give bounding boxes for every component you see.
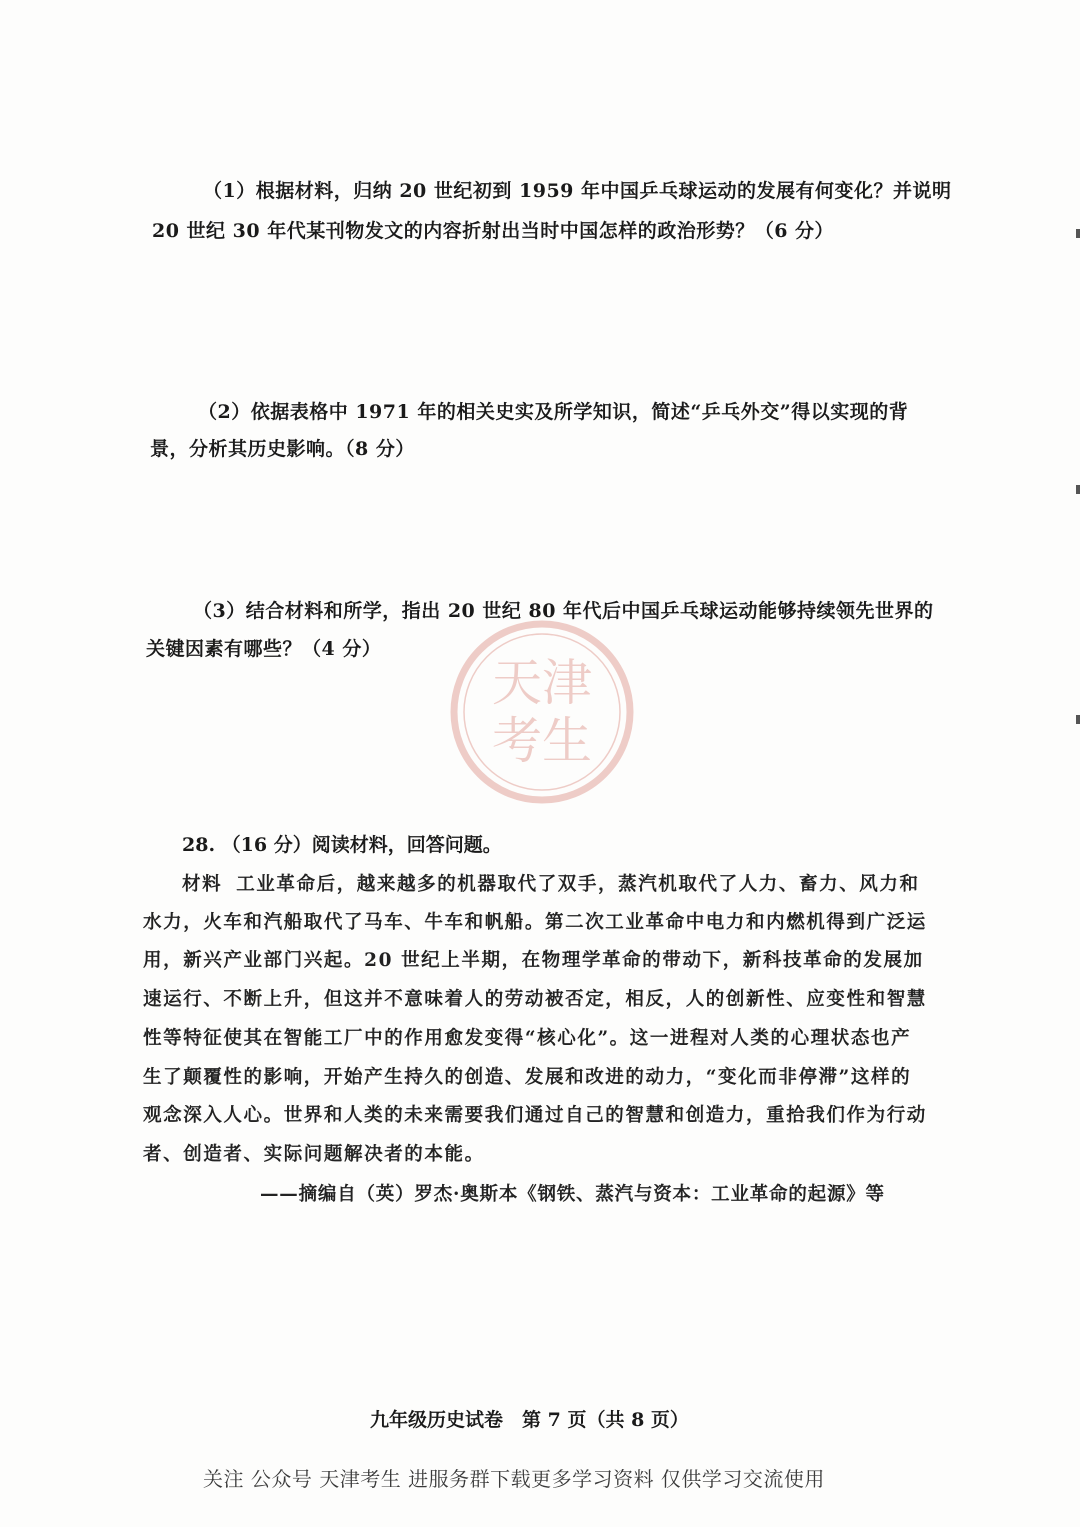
material-line-5: 性等特征使其在智能工厂中的作用愈发变得“核心化”。这一进程对人类的心理状态也产 <box>143 1028 912 1049</box>
question-3-line-1: （3）结合材料和所学，指出 20 世纪 80 年代后中国乒乓球运动能够持续领先世界的 <box>193 600 934 622</box>
watermark-line-1: 天津 <box>492 654 592 712</box>
distribution-notice: 关注 公众号 天津考生 进服务群下载更多学习资料 仅供学习交流使用 <box>203 1467 825 1491</box>
material-line-6: 生了颠覆性的影响，开始产生持久的创造、发展和改进的动力，“变化而非停滞”这样的 <box>143 1067 912 1088</box>
material-line-2: 水力，火车和汽船取代了马车、牛车和帆船。第二次工业革命中电力和内燃机得到广泛运 <box>143 912 927 933</box>
material-text: 工业革命后，越来越多的机器取代了双手，蒸汽机取代了人力、畜力、风力和 <box>236 874 920 895</box>
question-1-line-1: （1）根据材料，归纳 20 世纪初到 1959 年中国乒乓球运动的发展有何变化？并说明 <box>203 180 952 202</box>
scan-edge-mark <box>1076 485 1080 494</box>
question-2-line-2: 景，分析其历史影响。（8 分） <box>150 438 415 460</box>
scan-edge-mark <box>1076 715 1080 724</box>
material-line-7: 观念深入人心。世界和人类的未来需要我们通过自己的智慧和创造力，重拾我们作为行动 <box>143 1105 927 1126</box>
watermark-line-2: 考生 <box>492 712 592 770</box>
material-line-8: 者、创造者、实际问题解决者的本能。 <box>143 1144 485 1165</box>
question-3-line-2: 关键因素有哪些？（4 分） <box>146 638 382 660</box>
page-footer: 九年级历史试卷 第 7 页（共 8 页） <box>370 1409 689 1431</box>
material-label: 材料 <box>182 874 223 895</box>
material-line-1 <box>182 870 920 896</box>
material-source: ——摘编自（英）罗杰·奥斯本《钢铁、蒸汽与资本：工业革命的起源》等 <box>260 1184 885 1205</box>
scan-edge-mark <box>1076 229 1080 238</box>
material-line-3: 用，新兴产业部门兴起。20 世纪上半期，在物理学革命的带动下，新科技革命的发展加 <box>143 950 924 971</box>
watermark-stamp <box>448 618 636 806</box>
question-28-heading: 28. （16 分）阅读材料，回答问题。 <box>182 834 502 856</box>
material-line-4: 速运行、不断上升，但这并不意味着人的劳动被否定，相反，人的创新性、应变性和智慧 <box>143 989 927 1010</box>
question-1-line-2: 20 世纪 30 年代某刊物发文的内容折射出当时中国怎样的政治形势？（6 分） <box>152 220 835 242</box>
question-2-line-1: （2）依据表格中 1971 年的相关史实及所学知识，简述“乒乓外交”得以实现的背 <box>198 401 909 423</box>
